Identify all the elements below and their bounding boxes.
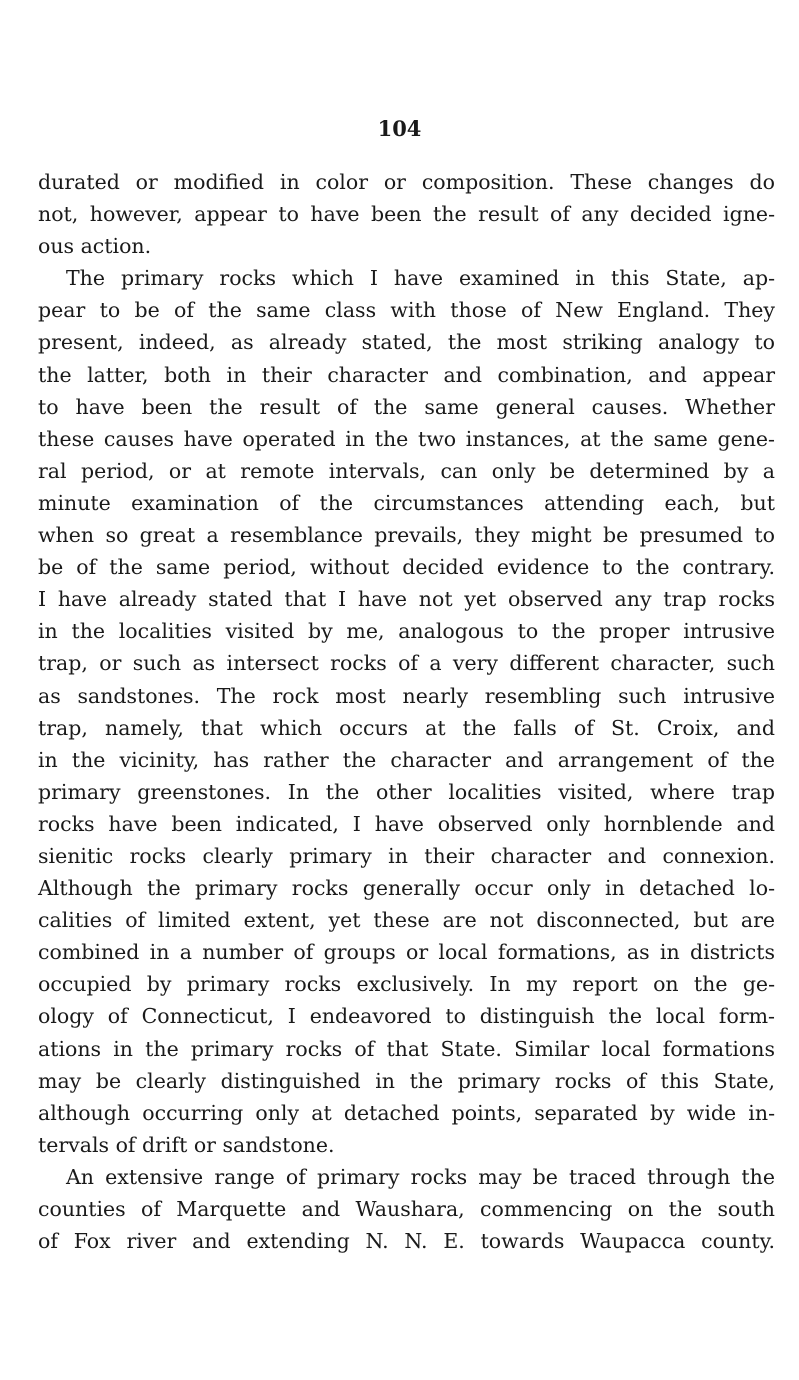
text-line: An extensive range of primary rocks may be traced through the <box>66 1164 775 1189</box>
page-number: 104 <box>377 116 422 141</box>
text-line: occupied by primary rocks exclusively. In my report on the ge- <box>38 972 775 997</box>
text-line: trap, namely, that which occurs at the falls of St. Croix, and <box>38 715 775 740</box>
text-line: these causes have operated in the two instances, at the same gene- <box>38 426 775 451</box>
text-line: The primary rocks which I have examined in this State, ap- <box>66 266 775 291</box>
text-line: sienitic rocks clearly primary in their character and connexion. <box>38 843 775 868</box>
text-line: not, however, appear to have been the result of any decided igne- <box>38 202 775 227</box>
text-line: counties of Marquette and Waushara, commencing on the south <box>38 1197 775 1221</box>
text-line: may be clearly distinguished in the primary rocks of this State, <box>38 1068 775 1093</box>
text-line: calities of limited extent, yet these are not disconnected, but are <box>38 908 775 933</box>
text-line: primary greenstones. In the other localities visited, where trap <box>38 779 775 804</box>
text-line: ations in the primary rocks of that State. Similar local formations <box>38 1036 775 1061</box>
text-line: rocks have been indicated, I have observed only hornblende and <box>38 811 775 836</box>
text-line: I have already stated that I have not yet observed any trap rocks <box>38 587 775 612</box>
text-line: durated or modified in color or composition. These changes do <box>38 170 775 194</box>
text-line: in the localities visited by me, analogous to the proper intrusive <box>38 619 775 644</box>
body-text <box>38 166 775 1257</box>
text-line: ology of Connecticut, I endeavored to distinguish the local form- <box>38 1004 775 1029</box>
text-line: although occurring only at detached points, separated by wide in- <box>38 1100 775 1125</box>
text-line: pear to be of the same class with those of New England. They <box>38 298 775 323</box>
text-line: ous action. <box>38 234 152 259</box>
text-line: be of the same period, without decided evidence to the contrary. <box>38 555 775 580</box>
text-line: trap, or such as intersect rocks of a very different character, such <box>38 651 775 676</box>
text-line: of Fox river and extending N. N. E. towards Waupacca county. <box>38 1229 775 1254</box>
text-line: in the vicinity, has rather the character and arrangement of the <box>38 747 775 772</box>
text-line: ral period, or at remote intervals, can only be determined by a <box>38 458 775 483</box>
text-line: tervals of drift or sandstone. <box>38 1132 335 1157</box>
text-line: minute examination of the circumstances attending each, but <box>38 490 775 515</box>
text-line: combined in a number of groups or local formations, as in districts <box>38 940 775 965</box>
text-line: the latter, both in their character and combination, and appear <box>38 362 775 387</box>
text-line: present, indeed, as already stated, the most striking analogy to <box>38 330 775 355</box>
text-line: to have been the result of the same general causes. Whether <box>38 394 775 419</box>
text-line: when so great a resemblance prevails, they might be presumed to <box>38 523 775 548</box>
text-line: as sandstones. The rock most nearly resembling such intrusive <box>38 683 775 708</box>
text-line: Although the primary rocks generally occur only in detached lo- <box>38 876 775 901</box>
